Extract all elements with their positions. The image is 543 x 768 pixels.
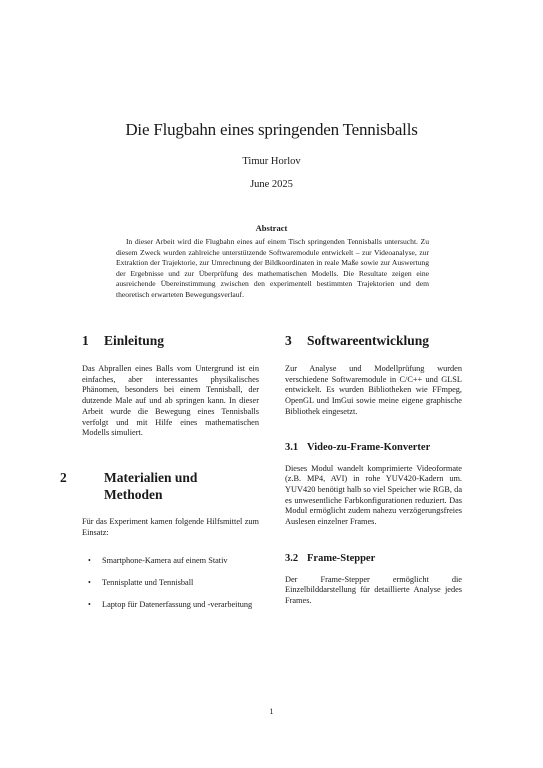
subsection-heading-stepper: 3.2 Frame-Stepper — [285, 552, 376, 564]
paper-title: Die Flugbahn eines springenden Tennisballs — [125, 120, 418, 139]
abstract-text: In dieser Arbeit wird die Flugbahn eines auf einem Tisch springenden Tennisballs untersucht. Zu diesem Zweck wurden zahlreiche unterstützende Softwaremodule entwickelt – zur Videoanalyse, zur Extraktion der Trajektorie, zur Umrechnung der Bildkoordinaten in reale Maße sowie zur Auswertung der Ergebnisse und zur Überprüfung des mathematischen Modells. Die Resultate zeigen eine ausreichende Übereinstimmung zwischen den experimentell bestimmten Trajektorien und dem theoretisch erwarteten Bewegungsverlauf. — [116, 237, 429, 299]
section-text-einleitung: Das Abprallen eines Balls vom Untergrund ist ein einfaches, aber interessantes physikalisches Phänomen, besonders bei einem Tennisball, der dutzende Male auf und ab springen kann. In dieser Arbeit wurde die Bewegung eines Tennisballs verfolgt und mit Hilfe eines mathematischen Modells simuliert. — [82, 364, 259, 438]
subsection-text-stepper: Der Frame-Stepper ermöglicht die Einzelbilddarstellung für detaillierte Analyse jedes Frames. — [285, 574, 462, 606]
left-column — [60, 332, 259, 610]
publication-date: June 2025 — [250, 179, 293, 190]
right-column — [285, 332, 462, 607]
subsection-text-konverter: Dieses Modul wandelt komprimierte Videoformate (z.B. MP4, AVI) in rohe YUV420-Kadern um. YUV420 benötigt halb so viel Speicher wie RGB, da es unwesentliche Farbkonfigurationen reduziert. Das Modul ermöglicht zudem nahezu verzögerungsfreies Auslesen einzelner Frames. — [285, 463, 462, 527]
section-text-software: Zur Analyse und Modellprüfung wurden verschiedene Softwaremodule in C/C++ und GLSL entwickelt. Es wurden Bibliotheken wie FFmpeg, OpenGL und ImGui sowie meine eigene graphische Bibliothek eingesetzt. — [285, 364, 462, 416]
bullet-icon: • — [88, 556, 91, 566]
materials-list — [82, 556, 259, 610]
section-text-methoden: Für das Experiment kamen folgende Hilfsmittel zum Einsatz: — [82, 516, 259, 537]
section-heading-einleitung: 1 Einleitung — [82, 333, 165, 348]
bullet-icon: • — [88, 578, 91, 588]
list-item: • Laptop für Datenerfassung und -verarbeitung — [88, 599, 253, 609]
abstract-heading: Abstract — [255, 223, 288, 233]
author-name: Timur Horlov — [242, 156, 301, 167]
list-item: • Smartphone-Kamera auf einem Stativ — [88, 556, 228, 566]
section-heading-methoden: 2 Materialien und Methoden — [60, 469, 198, 502]
section-heading-software: 3 Softwareentwicklung — [285, 333, 430, 348]
list-item: • Tennisplatte und Tennisball — [88, 578, 194, 588]
subsection-heading-konverter: 3.1 Video-zu-Frame-Konverter — [285, 441, 431, 453]
page-number: 1 — [269, 707, 274, 716]
bullet-icon: • — [88, 599, 91, 609]
